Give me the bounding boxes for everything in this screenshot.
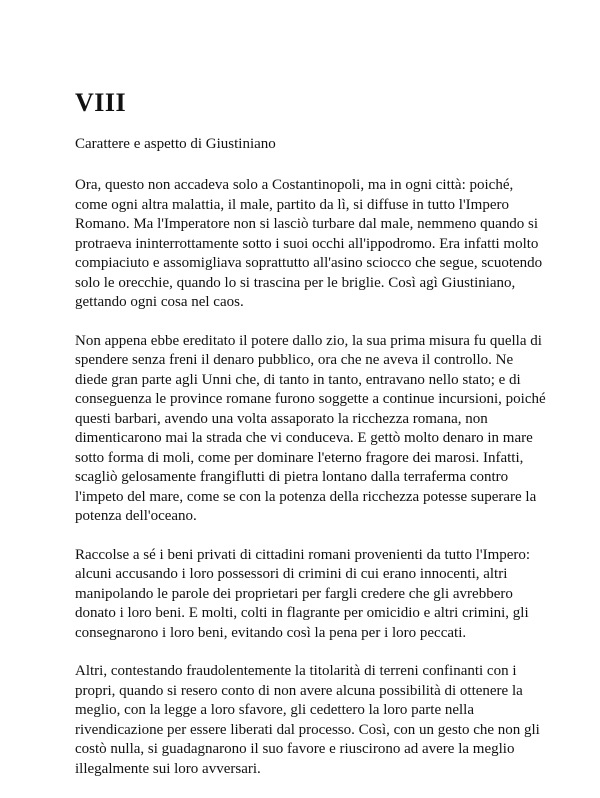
chapter-number: VIII [75,88,127,117]
paragraph: Altri, contestando fraudolentemente la titolarità di terreni confinanti con i propri, quando si resero conto di non avere alcuna possibilità di ottenere la meglio, con la legge a loro sfavore, gli cedettero la loro parte nella rivendicazione per essere liberati dal processo. Così, con un gesto che non gli costò nulla, si guadagnarono il suo favore e riuscirono ad avere la meglio illegalmente sui loro avversari. [75,663,540,777]
document-page [75,88,549,798]
paragraph: Non appena ebbe ereditato il potere dallo zio, la sua prima misura fu quella di spendere senza freni il denaro pubblico, ora che ne aveva il controllo. Ne diede gran parte agli Unni che, di tanto in tanto, entravano nello stato; e di conseguenza le province romane furono soggette a continue incursioni, poiché questi barbari, avendo una volta assaporato la ricchezza romana, non dimenticarono mai la strada che vi conduceva. E gettò molto denaro in mare sotto forma di moli, come per dominare l'eterno fragore dei marosi. Infatti, scagliò gelosamente frangiflutti di pietra lontano dalla terraferma contro l'impeto del mare, come se con la potenza della ricchezza potesse superare la potenza dell'oceano. [75,332,546,524]
paragraph: Raccolse a sé i beni privati di cittadini romani provenienti da tutto l'Impero: alcuni accusando i loro possessori di crimini di cui erano innocenti, altri manipolando le parole dei proprietari per fargli credere che gli avrebbero donato i loro beni. E molti, colti in flagrante per omicidio e altri crimini, gli consegnarono i loro beni, evitando così la pena per i loro peccati. [75,546,531,641]
paragraph: Ora, questo non accadeva solo a Costantinopoli, ma in ogni città: poiché, come ogni altra malattia, il male, partito da lì, si diffuse in tutto l'Impero Romano. Ma l'Imperatore non si lasciò turbare dal male, nemmeno quando si protraeva ininterrottamente sotto i suoi occhi all'ippodromo. Era infatti molto compiaciuto e assomigliava soprattutto all'asino sciocco che segue, scuotendo solo le orecchie, quando lo si trascina per le briglie. Così agì Giustiniano, gettando ogni cosa nel caos. [75,177,543,310]
chapter-title: Carattere e aspetto di Giustiniano [75,136,276,152]
